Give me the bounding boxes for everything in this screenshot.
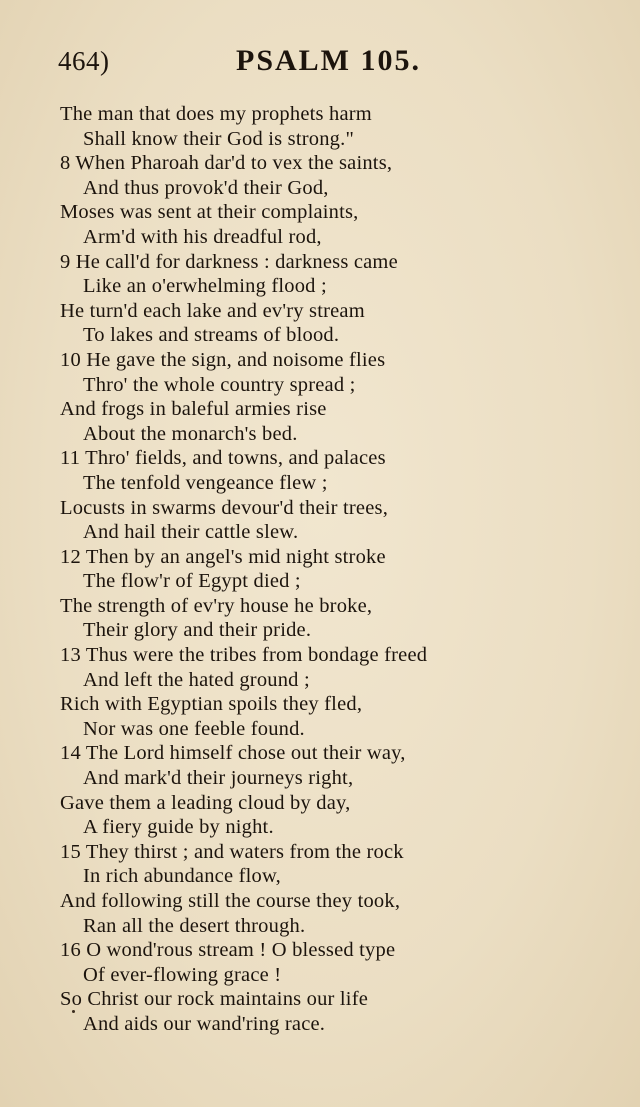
verse-line: Gave them a leading cloud by day, (60, 791, 351, 814)
verse-line: So Christ our rock maintains our life (60, 988, 369, 1011)
verse-line: And mark'd their journeys right, (83, 767, 354, 790)
verse-line: 8 When Pharoah dar'd to vex the saints, (60, 152, 393, 175)
verse-line: To lakes and streams of blood. (83, 324, 340, 347)
verse-line: And left the hated ground ; (83, 668, 310, 691)
verse-line: The tenfold vengeance flew ; (83, 471, 328, 494)
page-number: 464) (58, 46, 110, 76)
verse-line: The flow'r of Egypt died ; (83, 570, 301, 593)
verse-line: Like an o'erwhelming flood ; (83, 275, 327, 298)
verse-line: Thro' the whole country spread ; (83, 373, 356, 396)
verse-line: 10 He gave the sign, and noisome flies (60, 348, 386, 371)
verse-line: A fiery guide by night. (83, 816, 274, 839)
verse-line: 14 The Lord himself chose out their way, (60, 742, 406, 765)
ink-speck (72, 1010, 75, 1013)
verse-line: Of ever-flowing grace ! (83, 963, 282, 986)
verse-line: Rich with Egyptian spoils they fled, (60, 693, 363, 716)
verse-line: He turn'd each lake and ev'ry stream (60, 299, 365, 322)
verse-line: 9 He call'd for darkness : darkness came (60, 250, 398, 273)
psalm-text (60, 102, 510, 1037)
page-header (58, 42, 600, 82)
verse-line: Moses was sent at their complaints, (60, 201, 359, 224)
verse-line: And thus provok'd their God, (83, 176, 329, 199)
running-head-title: PSALM 105. (236, 44, 421, 77)
verse-line: And aids our wand'ring race. (83, 1012, 326, 1035)
verse-line: 11 Thro' fields, and towns, and palaces (60, 447, 386, 470)
verse-line: And following still the course they took, (60, 890, 401, 912)
verse-line: Locusts in swarms devour'd their trees, (60, 496, 389, 519)
verse-line: The man that does my prophets harm (60, 103, 372, 125)
verse-line: Nor was one feeble found. (83, 717, 305, 740)
verse-line: 16 O wond'rous stream ! O blessed type (60, 939, 396, 962)
verse-line: Shall know their God is strong." (83, 127, 355, 150)
verse-line: And frogs in baleful armies rise (60, 398, 327, 421)
verse-line: 15 They thirst ; and waters from the rock (60, 840, 404, 863)
verse-line: Their glory and their pride. (83, 619, 312, 642)
verse-line: In rich abundance flow, (83, 865, 281, 888)
verse-line: Ran all the desert through. (83, 914, 306, 937)
verse-line: 13 Thus were the tribes from bondage freed (60, 644, 428, 667)
verse-line: The strength of ev'ry house he broke, (60, 594, 373, 617)
verse-line: And hail their cattle slew. (83, 521, 299, 544)
verse-line: Arm'd with his dreadful rod, (83, 225, 322, 248)
verse-line: About the monarch's bed. (83, 422, 298, 445)
verse-line: 12 Then by an angel's mid night stroke (60, 545, 386, 568)
